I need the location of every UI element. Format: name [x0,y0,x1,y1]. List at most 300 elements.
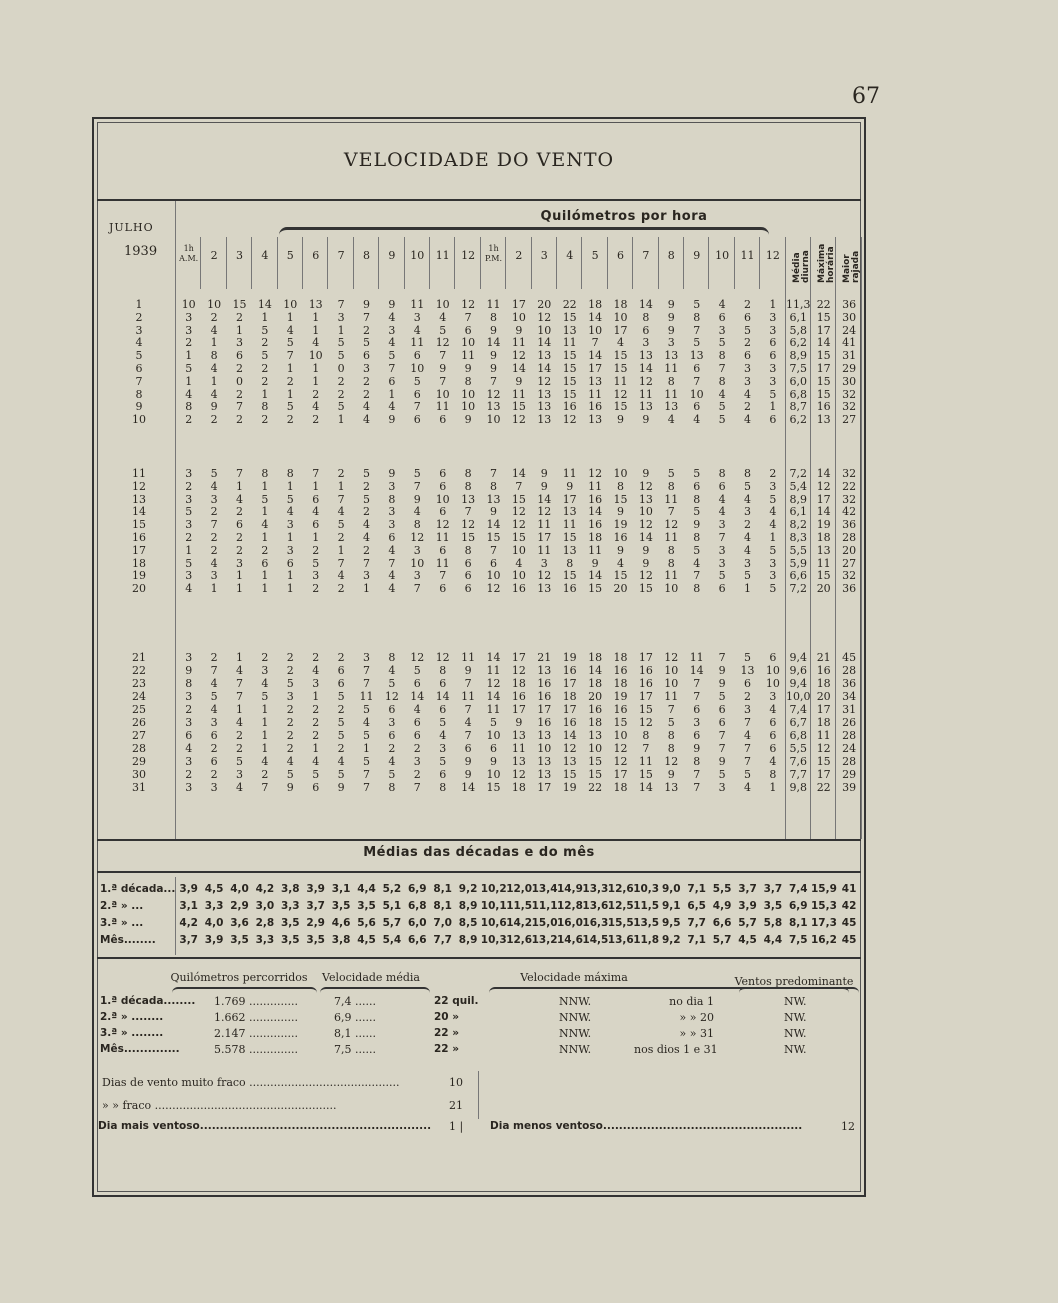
hour-value: 1 [337,413,345,427]
hour-value: 12 [435,518,450,532]
hour-value: 2 [261,374,269,388]
hour-value: 17 [613,768,628,781]
hour-header: 11 [435,249,450,262]
hour-value: 7 [413,479,421,493]
max-gust: 30 [842,374,857,388]
decade-max-gust: 45 [841,934,857,946]
predominant-wind: NW. [784,1027,807,1040]
hour-value: 7 [693,323,701,337]
decade-hour-mean: 8,9 [458,900,478,912]
max-gust: 31 [842,349,857,363]
hour-header: 1h P.M. [484,244,503,263]
table-frame [92,117,866,1197]
hour-value: 17 [537,703,552,716]
max-gust: 45 [842,651,857,664]
hour-value: 1 [261,531,269,544]
hour-value: 14 [537,492,552,506]
hour-value: 5 [337,400,345,414]
max-hourly: 15 [816,387,831,401]
hour-value: 1 [769,531,777,544]
hour-value: 9 [515,323,523,337]
hour-value: 7 [388,362,396,375]
hour-value: 13 [664,400,679,414]
hour-value: 4 [362,518,370,532]
hour-value: 3 [185,569,193,583]
hour-value: 18 [613,651,628,664]
hour-value: 5 [743,768,751,781]
hour-value: 5 [337,768,345,781]
hour-value: 4 [718,387,726,401]
hour-value: 5 [362,703,370,716]
hour-header: 7 [337,249,345,262]
decade-hour-mean: 14,2 [506,917,533,929]
hour-value: 9 [642,543,650,557]
max-hourly: 17 [816,323,831,337]
hour-value: 10 [537,323,552,337]
hour-value: 3 [743,505,751,519]
summary-row-label: 1.ª década........ [100,995,196,1007]
hour-value: 3 [185,310,193,324]
hour-value: 5 [312,768,320,781]
hour-value: 9 [642,467,650,480]
hour-value: 15 [486,531,501,544]
hour-value: 6 [413,349,421,363]
hour-value: 14 [486,690,501,703]
max-direction: NNW. [559,1043,592,1056]
hour-value: 8 [566,556,574,570]
hour-value: 14 [537,362,552,375]
hour-value: 1 [210,336,218,350]
hour-value: 5 [286,336,294,350]
hour-value: 2 [362,505,370,519]
decade-hour-mean: 4,5 [738,934,757,946]
hour-value: 7 [718,651,726,664]
hour-value: 2 [286,742,294,755]
hour-value: 12 [410,651,425,664]
hour-value: 6 [388,703,396,716]
decade-hour-mean: 10,1 [480,900,507,912]
hour-value: 5 [413,374,421,388]
hour-value: 6 [413,413,421,427]
hour-value: 6 [439,467,447,480]
hour-value: 15 [613,716,628,729]
max-gust: 24 [842,742,857,755]
hour-value: 14 [638,298,653,311]
hour-value: 3 [769,569,777,583]
hour-value: 8 [667,742,675,755]
hour-value: 8 [667,479,675,493]
hour-value: 1 [312,531,320,544]
hour-value: 3 [286,543,294,557]
hour-value: 9 [464,413,472,427]
hour-value: 6 [693,400,701,414]
hour-value: 6 [210,729,218,742]
hour-value: 4 [718,298,726,311]
hour-value: 17 [537,781,552,794]
day-label: 30 [132,768,146,781]
hour-value: 5 [743,479,751,493]
hour-value: 4 [210,677,218,690]
hour-value: 12 [537,569,552,583]
hour-value: 22 [588,781,603,794]
hour-value: 4 [743,492,751,506]
hour-value: 6 [439,582,447,596]
hour-value: 9 [489,349,497,363]
hour-value: 12 [384,690,399,703]
hour-value: 16 [562,716,577,729]
hour-value: 1 [286,531,294,544]
hour-value: 9 [489,505,497,519]
hour-value: 18 [613,677,628,690]
hour-value: 3 [743,703,751,716]
hour-value: 5 [261,323,269,337]
hour-value: 2 [210,505,218,519]
hour-value: 18 [588,531,603,544]
hour-value: 17 [537,531,552,544]
hour-value: 2 [261,651,269,664]
hour-value: 6 [413,716,421,729]
hour-value: 12 [486,387,501,401]
summary-header: Velocidade máxima [520,971,628,984]
hour-value: 7 [362,781,370,794]
day-label: 13 [132,492,146,506]
hour-value: 5 [413,467,421,480]
hour-value: 9 [489,362,497,375]
decade-hour-mean: 4,2 [179,917,198,929]
hour-value: 6 [769,651,777,664]
hour-header: 6 [312,249,320,262]
daily-mean: 6,2 [789,413,808,427]
hour-value: 2 [337,467,345,480]
hour-value: 12 [537,310,552,324]
hour-value: 10 [613,467,628,480]
hour-value: 14 [588,310,603,324]
hour-value: 9 [718,755,726,768]
mean-velocity: 7,4 ...... [334,995,376,1008]
hour-value: 9 [515,374,523,388]
hour-value: 15 [511,400,526,414]
hour-value: 6 [642,323,650,337]
max-hourly: 12 [816,479,831,493]
decade-hour-mean: 4,4 [357,883,376,895]
day-label: 23 [132,677,146,690]
hour-value: 4 [312,400,320,414]
predominant-wind: NW. [784,995,807,1008]
decade-hour-mean: 4,0 [204,917,224,929]
hour-value: 2 [261,768,269,781]
decade-hour-mean: 14,6 [557,934,583,946]
decade-hour-mean: 6,8 [407,900,427,912]
hour-value: 5 [388,677,396,690]
hour-value: 8 [718,467,726,480]
km-value: 2.147 .............. [214,1027,298,1040]
hour-value: 4 [210,387,218,401]
max-hourly: 21 [816,651,831,664]
decade-hour-mean: 11,5 [633,900,660,912]
stat-header: Média diurna [791,250,811,283]
hour-value: 7 [667,703,675,716]
hour-value: 11 [689,651,704,664]
hour-value: 7 [489,374,497,388]
hour-value: 3 [185,518,193,532]
hour-header: 10 [715,249,730,262]
hour-value: 11 [537,518,552,532]
stat-header: Máxima horária [817,243,836,283]
day-label: 2 [135,310,143,324]
hour-value: 16 [562,400,577,414]
hour-value: 2 [235,310,243,324]
max-gust: 32 [842,387,857,401]
decade-hour-mean: 15,0 [531,917,558,929]
hour-value: 16 [511,582,526,596]
predominant-wind: NW. [784,1043,807,1056]
hour-value: 17 [562,492,577,506]
hour-value: 1 [286,310,294,324]
decade-hour-mean: 2,9 [306,917,325,929]
hour-value: 17 [511,703,526,716]
hour-value: 4 [337,755,345,768]
hour-value: 4 [693,556,701,570]
hour-value: 17 [613,323,628,337]
max-gust: 32 [842,400,857,414]
hour-value: 2 [185,336,193,350]
stat-header: Maior rajada [842,250,862,283]
hour-value: 7 [642,742,650,755]
max-gust: 22 [842,479,857,493]
hour-value: 2 [312,387,320,401]
hour-value: 1 [235,569,243,583]
hour-value: 8 [769,768,777,781]
hour-value: 15 [613,400,628,414]
summary-brace [320,987,430,995]
day-label: 17 [132,543,146,557]
hour-value: 6 [439,768,447,781]
max-gust: 20 [842,543,857,557]
decade-hour-mean: 14,9 [557,883,583,895]
hour-value: 13 [537,413,552,427]
decade-hour-mean: 16,3 [582,917,609,929]
hour-value: 4 [235,716,243,729]
hour-value: 10 [511,543,526,557]
hour-value: 9 [388,413,396,427]
decade-hour-mean: 4,2 [255,883,275,895]
max-gust: 28 [842,531,857,544]
hour-value: 17 [638,690,653,703]
decade-hour-mean: 4,5 [204,883,224,895]
hour-value: 5 [718,569,726,583]
hour-value: 8 [718,349,726,363]
hour-value: 1 [312,690,320,703]
hour-value: 15 [562,349,577,363]
hour-value: 4 [743,387,751,401]
hour-value: 12 [511,349,526,363]
daily-mean: 6,1 [789,505,808,519]
hour-value: 7 [362,768,370,781]
hour-value: 2 [337,703,345,716]
hour-value: 16 [613,531,628,544]
hour-value: 3 [388,716,396,729]
hour-value: 22 [562,298,577,311]
decade-hour-mean: 8,1 [433,900,452,912]
hour-value: 2 [210,651,218,664]
hour-value: 6 [388,729,396,742]
hour-value: 10 [664,677,679,690]
day-label: 16 [132,531,146,544]
weak-wind-label: Dias de vento muito fraco ........................................... [102,1076,400,1089]
hour-value: 4 [185,582,193,596]
hour-value: 18 [511,677,526,690]
hour-value: 1 [312,323,320,337]
hour-value: 11 [511,387,526,401]
hour-value: 13 [511,755,526,768]
hour-value: 7 [693,690,701,703]
hour-value: 11 [613,374,628,388]
day-label: 3 [135,323,143,337]
hour-value: 2 [337,531,345,544]
hour-value: 14 [435,690,450,703]
hour-value: 9 [540,479,548,493]
daily-mean: 9,4 [789,677,808,690]
hour-value: 8 [261,400,269,414]
hour-value: 3 [743,374,751,388]
decade-hour-mean: 3,8 [331,934,351,946]
hour-value: 2 [743,400,751,414]
hour-value: 4 [743,543,751,557]
hour-value: 2 [743,518,751,532]
hour-value: 6 [362,349,370,363]
hour-value: 1 [210,374,218,388]
hour-value: 15 [562,387,577,401]
max-hourly: 20 [816,582,831,596]
max-gust: 30 [842,310,857,324]
hour-value: 7 [362,310,370,324]
hour-value: 6 [413,729,421,742]
hour-value: 11 [562,336,577,350]
hour-value: 10 [461,400,476,414]
hour-value: 3 [388,505,396,519]
decade-hour-mean: 3,5 [230,934,249,946]
hour-value: 15 [562,374,577,388]
hour-value: 2 [743,336,751,350]
decade-hour-mean: 6,6 [407,934,427,946]
hour-value: 14 [511,467,526,480]
hour-value: 6 [743,677,751,690]
hour-value: 5 [337,518,345,532]
page-number: 67 [852,84,880,109]
hour-value: 9 [616,505,624,519]
hour-value: 12 [638,374,653,388]
hour-value: 6 [439,413,447,427]
hour-value: 6 [210,755,218,768]
hour-value: 5 [286,768,294,781]
hour-value: 3 [210,492,218,506]
column-rule [708,237,709,289]
hour-value: 4 [185,387,193,401]
decade-hour-mean: 10,6 [480,917,507,929]
max-gust: 36 [842,298,857,311]
hour-value: 16 [562,664,577,677]
medias-title: Médias das décadas e do mês [363,845,595,860]
hour-value: 19 [562,781,577,794]
hour-value: 18 [588,651,603,664]
hour-value: 14 [638,781,653,794]
hour-value: 10 [511,569,526,583]
hour-value: 7 [362,664,370,677]
hour-value: 7 [235,400,243,414]
hour-value: 3 [388,518,396,532]
hour-value: 10 [207,298,222,311]
hour-value: 7 [286,349,294,363]
hour-value: 1 [235,582,243,596]
decade-label: 3.ª » ... [100,917,144,929]
hour-value: 2 [261,362,269,375]
hour-value: 10 [435,298,450,311]
hour-value: 10 [765,664,780,677]
page-title: VELOCIDADE DO VENTO [343,149,615,171]
max-hourly: 17 [816,703,831,716]
daily-mean: 7,2 [789,467,808,480]
hour-value: 4 [210,362,218,375]
decade-hour-mean: 5,7 [738,917,757,929]
hour-value: 2 [312,543,320,557]
hour-value: 11 [461,651,476,664]
hour-value: 2 [413,768,421,781]
hour-value: 2 [312,582,320,596]
hour-value: 7 [337,298,345,311]
hour-value: 6 [489,742,497,755]
hour-value: 12 [511,505,526,519]
hour-value: 4 [769,505,777,519]
hour-value: 5 [185,362,193,375]
max-hourly: 17 [816,362,831,375]
hour-value: 10 [765,677,780,690]
hour-value: 2 [210,310,218,324]
daily-mean: 5,5 [789,543,808,557]
hour-value: 14 [689,664,704,677]
daily-mean: 8,9 [789,492,808,506]
hour-value: 11 [486,664,501,677]
hour-value: 2 [413,742,421,755]
hour-value: 1 [261,742,269,755]
hour-header: 2 [515,249,523,262]
hour-value: 11 [359,690,374,703]
hour-value: 8 [642,310,650,324]
day-label: 8 [135,387,143,401]
hour-value: 4 [210,479,218,493]
hour-value: 1 [769,400,777,414]
hour-value: 14 [588,664,603,677]
hour-value: 19 [613,518,628,532]
decade-hour-mean: 5,4 [382,934,402,946]
decade-hour-mean: 10,3 [480,934,507,946]
hour-value: 6 [769,742,777,755]
hour-value: 15 [613,492,628,506]
hour-value: 4 [667,413,675,427]
daily-mean: 9,4 [789,651,808,664]
hour-value: 4 [413,323,421,337]
hour-value: 11 [562,467,577,480]
hour-value: 4 [235,664,243,677]
hour-value: 16 [537,690,552,703]
decade-max-gust: 42 [841,900,857,912]
hour-value: 4 [464,716,472,729]
hour-value: 12 [664,651,679,664]
hour-value: 15 [232,298,247,311]
hour-value: 20 [537,298,552,311]
decade-hour-mean: 3,1 [331,883,351,895]
hour-value: 2 [286,413,294,427]
hour-value: 5 [718,768,726,781]
